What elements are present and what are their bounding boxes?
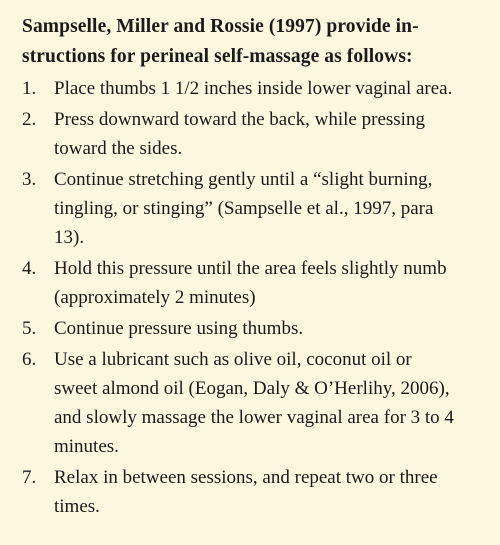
list-item-1 [22,74,486,103]
step-number: 5. [22,318,37,339]
steps-list [22,74,486,521]
step-text-line: Continue stretching gently until a “slight burning, [54,169,433,190]
step-text-line: tingling, or stinging” (Sampselle et al., 1997, para [54,198,434,219]
step-text-line: Place thumbs 1 1/2 inches inside lower vaginal area. [54,78,453,99]
step-text-line: toward the sides. [54,138,183,159]
step-text-line: minutes. [54,436,119,457]
list-item-2 [22,105,486,163]
step-number: 3. [22,169,37,190]
step-text-line: (approximately 2 minutes) [54,287,256,308]
step-number: 2. [22,109,37,130]
step-text-line: sweet almond oil (Eogan, Daly & O’Herlihy, 2006), [54,378,450,399]
step-text-line: Continue pressure using thumbs. [54,318,304,339]
list-item-3 [22,165,486,252]
step-text-line: Hold this pressure until the area feels slightly numb [54,258,447,279]
step-text-line: Relax in between sessions, and repeat two or three [54,467,438,488]
step-number: 6. [22,349,37,370]
list-item-7 [22,463,486,521]
step-text-line: times. [54,496,100,517]
step-text-line: 13). [54,227,85,248]
step-number: 1. [22,78,37,99]
step-text-line: and slowly massage the lower vaginal area for 3 to 4 [54,407,454,428]
list-item-6 [22,345,486,461]
list-item-5 [22,314,486,343]
box-heading [22,12,486,72]
step-text-line: Press downward toward the back, while pressing [54,109,425,130]
step-number: 7. [22,467,37,488]
step-text-line: Use a lubricant such as olive oil, coconut oil or [54,349,412,370]
heading-line-1: Sampselle, Miller and Rossie (1997) provide in- [22,16,419,37]
list-item-4 [22,254,486,312]
heading-line-2: structions for perineal self-massage as follows: [22,46,413,67]
step-number: 4. [22,258,37,279]
